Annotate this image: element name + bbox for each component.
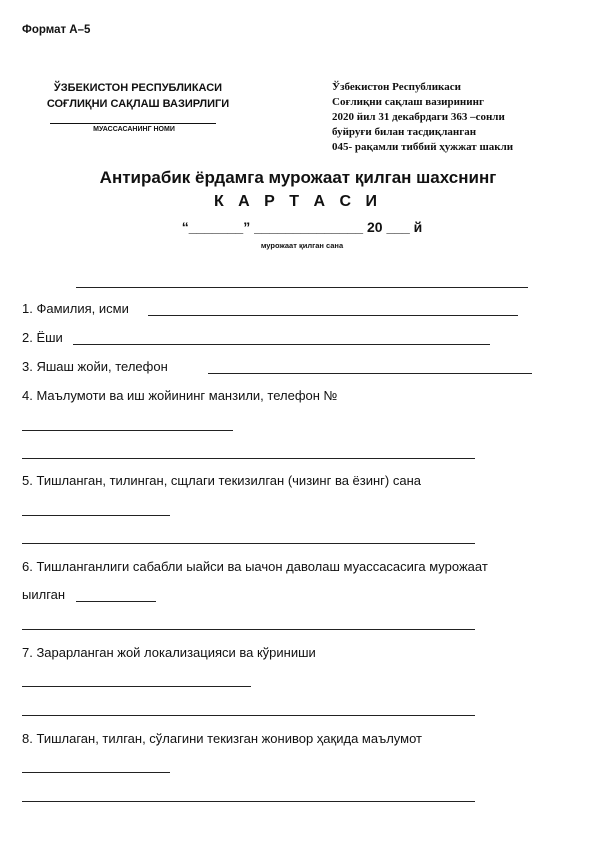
field-line-animal-info-1[interactable]: [22, 772, 170, 773]
approval-line4: буйруғи билан тасдиқланган: [332, 126, 477, 138]
field-line-clinic-visit-2[interactable]: [22, 629, 475, 630]
request-date-caption: мурожаат қилган сана: [260, 241, 344, 250]
approval-line3: 2020 йил 31 декабрдаги 363 –сонли: [332, 111, 505, 123]
field-label-education-work: 4. Маълумоти ва иш жойининг манзили, телефон №: [22, 388, 338, 403]
document-subtitle: К А Р Т А С И: [213, 193, 383, 210]
institution-name-line: [50, 123, 216, 124]
request-date-field[interactable]: “_______” ______________ 20 ___ й: [181, 219, 423, 235]
approval-block: [332, 80, 582, 155]
ministry-name-line1: ЎЗБЕКИСТОН РЕСПУБЛИКАСИ: [53, 82, 223, 94]
field-line-wound-location-2[interactable]: [22, 715, 475, 716]
field-line-age[interactable]: [73, 344, 490, 345]
field-label-wound-location: 7. Зарарланган жой локализацияси ва кўриниши: [22, 645, 316, 660]
field-label-animal-info: 8. Тишлаган, тилган, сўлагини текизган жонивор ҳақида маълумот: [22, 731, 422, 746]
approval-line5: 045- рақамли тиббий ҳужжат шакли: [332, 141, 514, 153]
field-line-education-work-2[interactable]: [22, 458, 475, 459]
field-label-age: 2. Ёши: [22, 330, 63, 345]
field-line-bite-date-1[interactable]: [22, 515, 170, 516]
approval-line1: Ўзбекистон Республикаси: [332, 81, 461, 93]
field-line-bite-date-2[interactable]: [22, 543, 475, 544]
format-label: Формат А–5: [22, 24, 91, 36]
ministry-name-line2: СОҒЛИҚНИ САҚЛАШ ВАЗИРЛИГИ: [46, 98, 230, 110]
field-label-name: 1. Фамилия, исми: [22, 301, 129, 316]
field-label-clinic-visit-cont: ыилган: [22, 587, 66, 602]
field-line-animal-info-2[interactable]: [22, 801, 475, 802]
field-label-address: 3. Яшаш жойи, телефон: [22, 359, 168, 374]
field-line-name[interactable]: [148, 315, 518, 316]
field-line-wound-location-1[interactable]: [22, 686, 251, 687]
field-line-clinic-visit-1[interactable]: [76, 601, 156, 602]
institution-name-caption: МУАССАСАНИНГ НОМИ: [93, 126, 175, 133]
blank-line[interactable]: [76, 287, 528, 288]
approval-line2: Соғлиқни сақлаш вазирининг: [332, 96, 484, 108]
document-title: Антирабик ёрдамга мурожаат қилган шахснинг: [99, 168, 497, 187]
field-line-address[interactable]: [208, 373, 532, 374]
ministry-name-block: [24, 80, 252, 112]
field-label-bite-date: 5. Тишланган, тилинган, сщлаги текизилган (чизинг ва ёзинг) сана: [22, 473, 422, 488]
field-line-education-work-1[interactable]: [22, 430, 233, 431]
field-label-clinic-visit: 6. Тишланганлиги сабабли ыайси ва ыачон даволаш муассасасига мурожаат: [22, 559, 488, 574]
